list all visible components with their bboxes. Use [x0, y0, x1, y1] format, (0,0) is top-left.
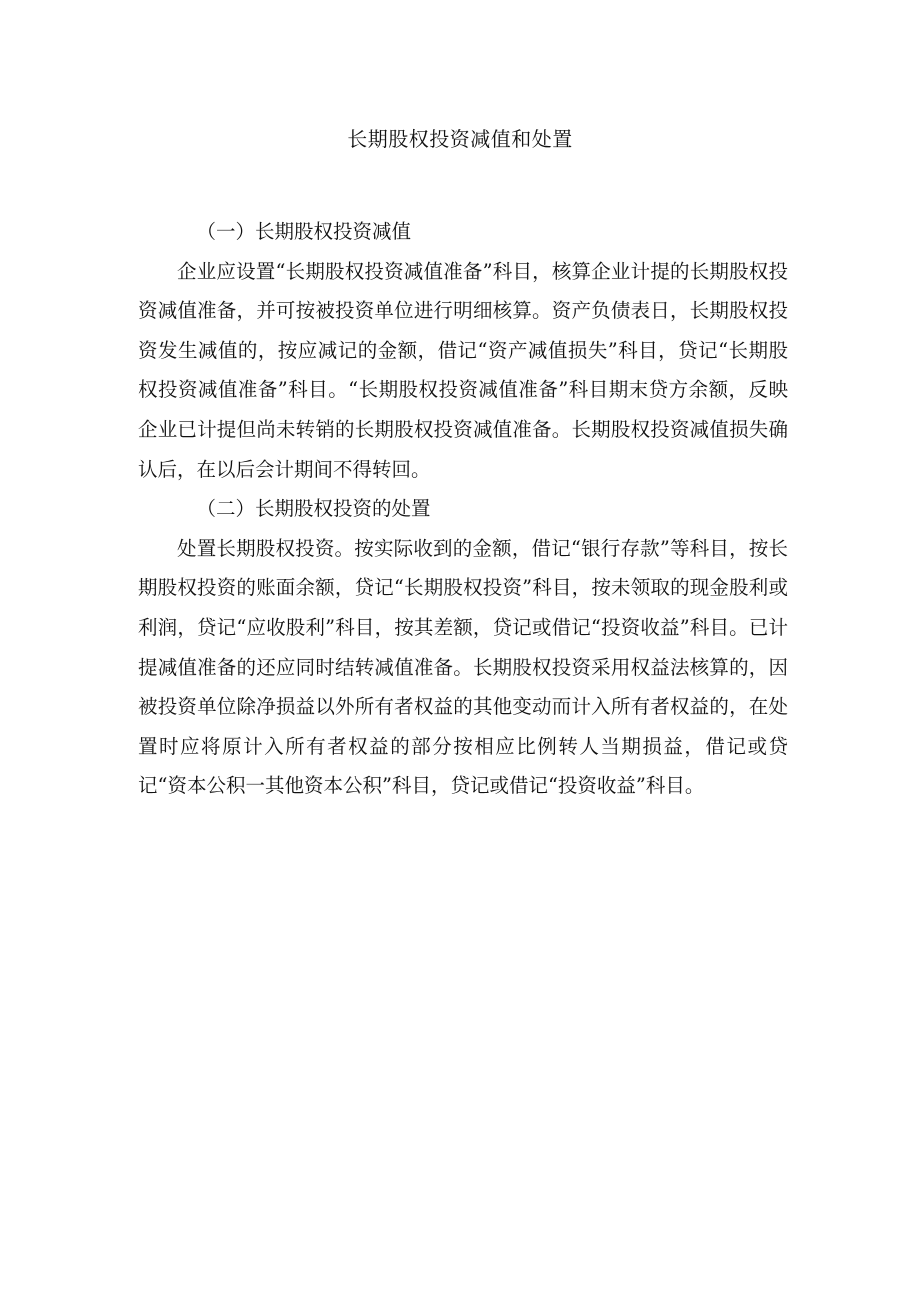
- section-1-heading: （一）长期股权投资减值: [196, 220, 412, 243]
- section-2-heading: （二）长期股权投资的处置: [196, 497, 431, 521]
- section-1-paragraph: 企业应设置“长期股权投资减值准备”科目，核算企业计提的长期股权投资减值准备，并可按被投资单位进行明细核算。资产负债表日，长期股权投资发生减值的，按应减记的金额，借记“资产减值损失”科目，贷记“长期股权投资减值准备”科目。“长期股权投资减值准备”科目期末贷方余额，反映企业已计提但尚未转销的长期股权投资减值准备。长期股权投资减值损失确认后，在以后会计期间不得转回。: [138, 259, 788, 481]
- document-title: 长期股权投资减值和处置: [347, 127, 573, 151]
- document-body: [138, 212, 788, 806]
- section-2-paragraph: 处置长期股权投资。按实际收到的金额，借记“银行存款”等科目，按长期股权投资的账面余额，贷记“长期股权投资”科目，按未领取的现金股利或利润，贷记“应收股利”科目，按其差额，贷记或借记“投资收益”科目。已计提减值准备的还应同时结转减值准备。长期股权投资采用权益法核算的，因被投资单位除净损益以外所有者权益的其他变动而计入所有者权益的，在处置时应将原计入所有者权益的部分按相应比例转人当期损益，借记或贷记“资本公积一其他资本公积”科目，贷记或借记“投资收益”科目。: [138, 536, 788, 798]
